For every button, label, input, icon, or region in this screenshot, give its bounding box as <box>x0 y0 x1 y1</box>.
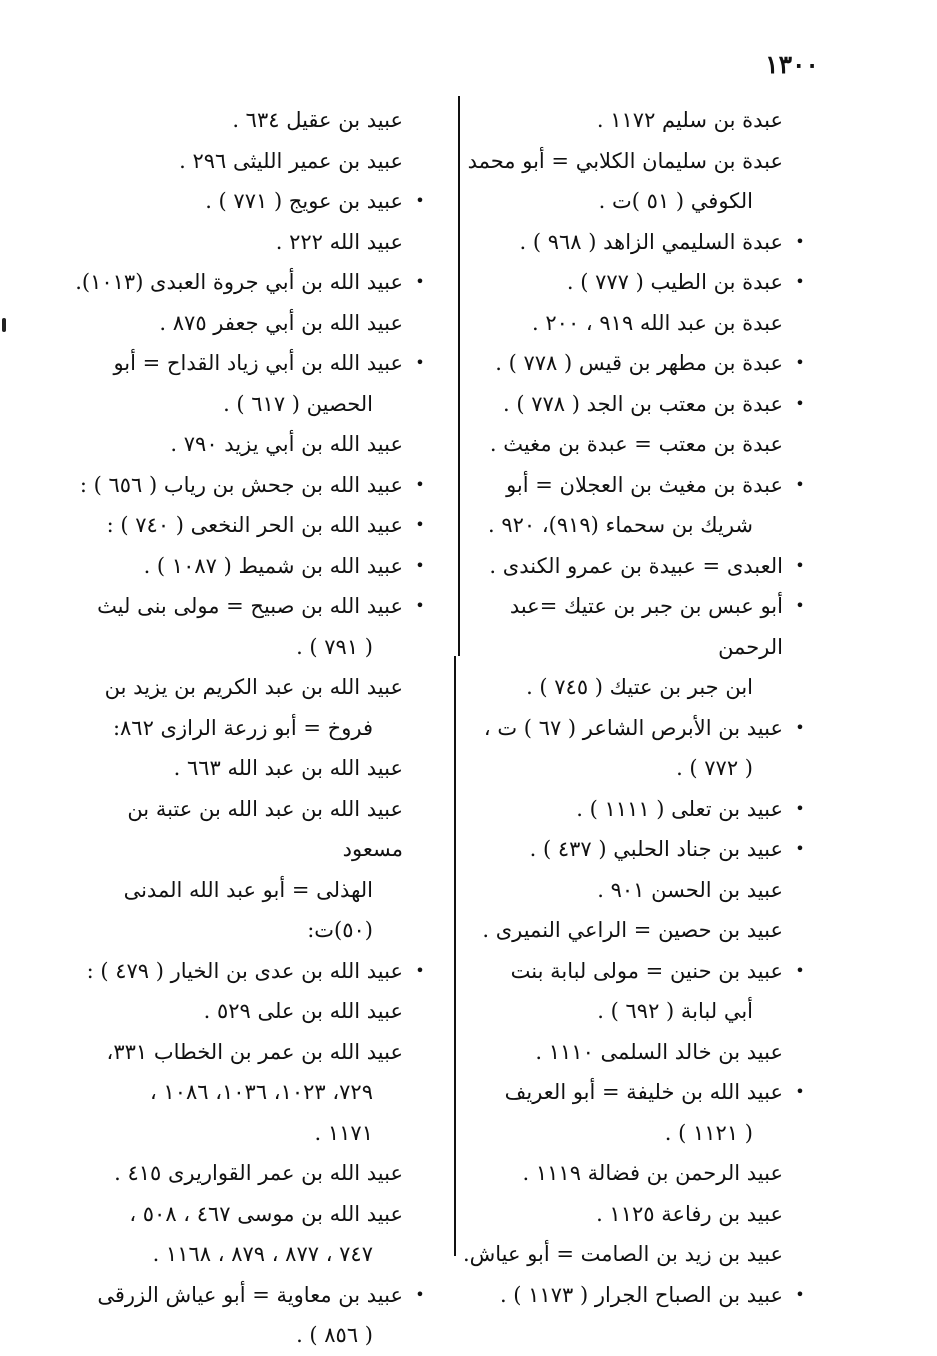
entry-text: أبو عبس بن جبر بن عتيك =عبد الرحمن <box>509 594 783 659</box>
entry-text: عبيد بن تعلى ( ١١١١ ) . <box>576 796 783 821</box>
entry-text: عبيد الله بن عمر بن الخطاب ٣٣١، <box>106 1039 403 1064</box>
bullet-marker: • <box>795 231 805 251</box>
page-edge-mark <box>2 318 6 332</box>
bullet-marker: • <box>795 596 805 615</box>
index-entry <box>462 222 807 263</box>
entry-text: عبيد الله بن على ٥٢٩ . <box>203 999 403 1023</box>
entry-continuation: ( ٧٧٢ ) . <box>676 756 753 780</box>
bullet-marker: • <box>795 353 805 372</box>
entry-continuation: ( ١١٢١ ) . <box>664 1120 753 1145</box>
entry-text: عبدة بن معتب بن الجد ( ٧٧٨ ) . <box>502 391 783 416</box>
index-entry <box>462 586 807 708</box>
index-entry <box>462 384 807 425</box>
index-entry <box>82 1275 427 1356</box>
index-entry <box>82 343 427 424</box>
index-entry <box>82 748 427 789</box>
index-entry <box>82 789 427 951</box>
index-entry <box>82 951 427 992</box>
entry-text: عبيد بن عقيل ٦٣٤ . <box>232 108 403 132</box>
entry-continuation: ( ٨٥٦ ) . <box>296 1323 373 1347</box>
entry-text: عبيد الله بن أبي جعفر ٨٧٥ . <box>159 310 403 335</box>
index-entry <box>82 100 427 141</box>
entry-continuation: ١١٧١ . <box>314 1120 373 1145</box>
index-entry <box>462 546 807 587</box>
entry-text: عبيد بن عمير الليثى ٢٩٦ . <box>179 148 403 173</box>
index-entry <box>82 424 427 465</box>
index-entry <box>462 1194 807 1235</box>
index-entry <box>82 1194 427 1275</box>
entry-text: عبيد الله بن أبي جروة العبدى (١٠١٣). <box>75 270 403 294</box>
entry-text: عبيد الله بن جحش بن رياب ( ٦٥٦ ) : <box>79 472 403 497</box>
entry-text: عبيد الله بن أبي زياد القداح = أبو <box>113 351 403 375</box>
index-entry <box>82 222 427 263</box>
entry-text: عبيد الله بن عدى بن الخيار ( ٤٧٩ ) : <box>86 958 403 983</box>
index-entry <box>462 870 807 911</box>
index-entry <box>462 1275 807 1316</box>
entry-text: عبيد بن زيد بن الصامت = أبو عياش. <box>462 1242 783 1266</box>
entry-text: عبيد الله بن الحر النخعى ( ٧٤٠ ) : <box>106 513 403 537</box>
entry-text: عبدة بن معتب = عبدة بن مغيث . <box>489 432 783 456</box>
entry-text: عبيد الله بن عبد الكريم بن يزيد بن <box>104 675 403 699</box>
index-entry <box>82 1153 427 1194</box>
bullet-marker: • <box>795 272 805 291</box>
index-entry <box>462 343 807 384</box>
index-entry <box>462 141 807 222</box>
entry-text: عبدة بن سليم ١١٧٢ . <box>596 108 783 132</box>
entry-continuation: شريك بن سحماء (٩١٩)، ٩٢٠ . <box>487 513 753 537</box>
right-column <box>462 100 807 1315</box>
index-entry <box>82 141 427 182</box>
index-entry <box>462 465 807 546</box>
index-entry <box>82 181 427 222</box>
entry-continuation: فروخ = أبو زرعة الرازى ٨٦٢: <box>112 715 373 740</box>
entry-text: عبيد بن حصين = الراعي النميرى . <box>482 918 783 942</box>
index-entry <box>462 789 807 830</box>
entry-text: عبيد بن خالد السلمى ١١١٠ . <box>535 1039 783 1064</box>
index-entry <box>82 303 427 344</box>
entry-text: عبيد بن عويج ( ٧٧١ ) . <box>205 189 403 213</box>
bullet-marker: • <box>795 393 805 413</box>
entry-text: عبيد الله بن صبيح = مولى بنى ليث <box>97 594 403 618</box>
bullet-marker: • <box>795 1082 805 1101</box>
entry-text: عبيد الله بن عبد الله بن عتبة بن مسعود <box>127 796 403 861</box>
entry-text: عبدة السليمي الزاهد ( ٩٦٨ ) . <box>519 229 783 254</box>
index-entry <box>462 262 807 303</box>
index-entry <box>462 1234 807 1275</box>
entry-text: عبيد الله ٢٢٢ . <box>275 229 403 254</box>
index-entry <box>75 262 427 303</box>
entry-text: عبيد الرحمن بن فضالة ١١١٩ . <box>522 1161 783 1185</box>
index-entry <box>82 505 427 546</box>
bullet-marker: • <box>415 191 425 210</box>
bullet-marker: • <box>415 515 425 534</box>
bullet-marker: • <box>795 798 805 818</box>
entry-text: عبيد الله بن عبد الله ٦٦٣ . <box>173 756 403 780</box>
bullet-marker: • <box>795 960 805 980</box>
index-entry <box>462 910 807 951</box>
entry-text: عبيد بن الحسن ٩٠١ . <box>597 877 783 902</box>
entry-text: عبدة بن الطيب ( ٧٧٧ ) . <box>566 270 783 294</box>
index-entry <box>82 667 427 748</box>
entry-text: عبدة بن عبد الله ٩١٩ ، ٢٠٠ . <box>532 310 783 335</box>
index-entry <box>462 1032 807 1073</box>
entry-continuation: ٧٢٩، ١٠٢٣، ١٠٣٦، ١٠٨٦ ، <box>149 1080 373 1104</box>
bullet-marker: • <box>795 1284 805 1304</box>
entry-text: عبيد بن الصباح الجرار ( ١١٧٣ ) . <box>499 1282 783 1307</box>
index-entry <box>462 100 807 141</box>
index-entry <box>462 1153 807 1194</box>
bullet-marker: • <box>415 596 425 615</box>
entry-text: عبدة بن سليمان الكلابي = أبو محمد <box>467 148 783 173</box>
entry-text: عبيد بن رفاعة ١١٢٥ . <box>596 1201 783 1226</box>
bullet-marker: • <box>795 474 805 494</box>
index-entry <box>462 951 807 1032</box>
entry-continuation: الهذلى = أبو عبد الله المدنى (٥٠)ت: <box>123 877 373 942</box>
index-entry <box>82 1032 427 1154</box>
entry-text: عبيد الله بن خليفة = أبو العريف <box>504 1080 783 1104</box>
entry-text: عبدة بن مغيث بن العجلان = أبو <box>506 472 783 497</box>
bullet-marker: • <box>795 717 805 737</box>
page-number: ١٣٠٠ <box>765 50 819 79</box>
index-entry <box>82 991 427 1032</box>
index-entry <box>79 465 427 506</box>
entry-text: عبيد الله بن أبي يزيد ٧٩٠ . <box>170 432 403 456</box>
bullet-marker: • <box>795 555 805 575</box>
index-entry <box>462 303 807 344</box>
entry-text: عبيد الله بن شميط ( ١٠٨٧ ) . <box>143 553 403 578</box>
left-column <box>75 100 427 1356</box>
index-entry <box>462 1072 807 1153</box>
entry-text: عبيد الله بن عمر القواريرى ٤١٥ . <box>114 1161 403 1185</box>
entry-continuation: أبي لبابة ( ٦٩٢ ) . <box>597 999 753 1023</box>
index-entry <box>82 546 427 587</box>
index-entry <box>82 586 427 667</box>
index-entry <box>462 424 807 465</box>
bullet-marker: • <box>415 1284 425 1304</box>
entry-continuation: الكوفي ( ٥١ )ت . <box>598 189 753 213</box>
entry-continuation: الحصين ( ٦١٧ ) . <box>223 391 373 416</box>
entry-continuation: ( ٧٩١ ) . <box>296 634 373 659</box>
entry-continuation: ٧٤٧ ، ٨٧٧ ، ٨٧٩ ، ١١٦٨ . <box>152 1242 373 1266</box>
bullet-marker: • <box>415 353 425 372</box>
entry-text: عبيد بن الأبرص الشاعر ( ٦٧ ) ت ، <box>483 715 783 740</box>
entry-text: عبيد الله بن موسى ٤٦٧ ، ٥٠٨ ، <box>129 1201 403 1226</box>
index-entry <box>462 708 807 789</box>
bullet-marker: • <box>415 474 425 494</box>
index-entry <box>462 829 807 870</box>
bullet-marker: • <box>795 839 805 858</box>
bullet-marker: • <box>415 555 425 575</box>
bullet-marker: • <box>415 272 425 291</box>
entry-text: عبيد بن جناد الحلبي ( ٤٣٧ ) . <box>529 837 783 861</box>
bullet-marker: • <box>415 960 425 980</box>
entry-continuation: ابن جبر بن عتيك ( ٧٤٥ ) . <box>526 675 753 699</box>
entry-text: العبدى = عبيدة بن عمرو الكندى . <box>489 553 783 578</box>
column-divider-lower <box>454 656 456 1256</box>
column-divider <box>458 96 460 656</box>
entry-text: عبدة بن مطهر بن قيس ( ٧٧٨ ) . <box>495 351 783 375</box>
entry-text: عبيد بن معاوية = أبو عياش الزرقى <box>97 1282 403 1307</box>
entry-text: عبيد بن حنين = مولى لبابة بنت <box>510 958 783 983</box>
